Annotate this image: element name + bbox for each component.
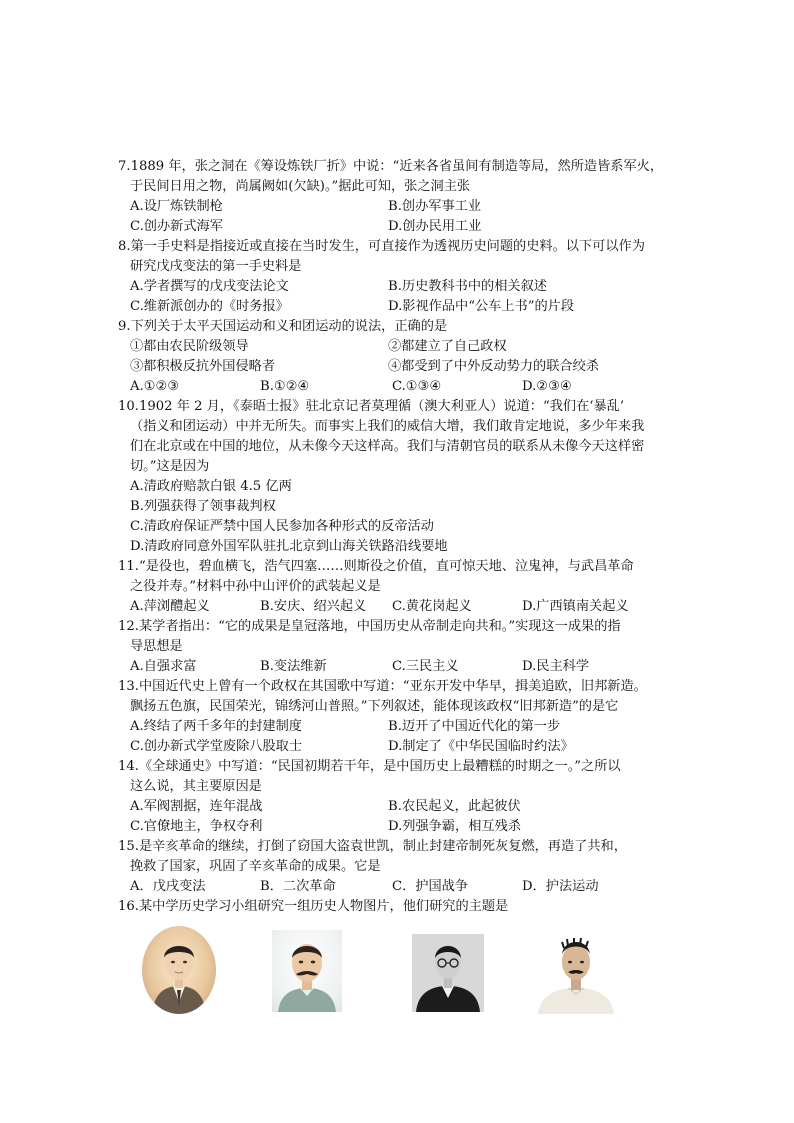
- question-8: [118, 237, 688, 317]
- statement-4: ④都受到了中外反动势力的联合绞杀: [388, 359, 599, 374]
- option-b: B.迈开了中国近代化的第一步: [388, 719, 561, 734]
- question-15: [118, 837, 688, 897]
- question-16-stem-1: 16.某中学历史学习小组研究一组历史人物图片，他们研究的主题是: [118, 899, 509, 914]
- question-11-stem-1: 11.“是役也，碧血横飞，浩气四塞……则斯役之价值，直可惊天地、泣鬼神，与武昌革命: [118, 559, 634, 574]
- option-c: C.维新派创办的《时务报》: [130, 299, 289, 314]
- option-b: B．二次革命: [260, 879, 336, 894]
- question-14-stem-2: 这么说，其主要原因是: [130, 779, 262, 794]
- question-7-stem-2: 于民间日用之物，尚属阙如(欠缺)。”据此可知，张之洞主张: [130, 179, 471, 194]
- option-a: A.自强求富: [130, 659, 197, 674]
- statement-3: ③都积极反抗外国侵略者: [130, 359, 276, 374]
- option-b: B.①②④: [260, 379, 310, 394]
- option-c: C.黄花岗起义: [392, 599, 472, 614]
- option-c: C.清政府保证严禁中国人民参加各种形式的反帝活动: [130, 519, 434, 534]
- option-b: B.安庆、绍兴起义: [260, 599, 367, 614]
- question-14-stem-1: 14.《全球通史》中写道：“民国初期若干年，是中国历史上最糟糕的时期之一。”之所以: [118, 759, 621, 774]
- question-9: [118, 317, 688, 397]
- question-15-stem-2: 挽救了国家，巩固了辛亥革命的成果。它是: [130, 859, 381, 874]
- option-a: A.学者撰写的戊戌变法论文: [130, 279, 289, 294]
- question-10-stem-2: （指义和团运动）中并无所失。而事实上我们的威信大增，我们敢肯定地说，多少年来我: [130, 419, 645, 434]
- option-c: C.创办新式海军: [130, 219, 223, 234]
- question-10-stem-4: 切。”这是因为: [130, 459, 210, 474]
- question-12-stem-1: 12.某学者指出：“它的成果是皇冠落地，中国历史从帝制走向共和。”实现这一成果的指: [118, 619, 621, 634]
- option-c: C.创办新式学堂废除八股取士: [130, 739, 303, 754]
- question-12: [118, 617, 688, 677]
- option-b: B.创办军事工业: [388, 199, 482, 214]
- question-11-stem-2: 之役并寿。”材料中孙中山评价的武装起义是: [130, 579, 381, 594]
- option-b: B.农民起义，此起彼伏: [388, 799, 521, 814]
- question-10-stem-1: 10.1902 年 2 月，《泰晤士报》驻北京记者莫理循（澳大利亚人）说道：“我们在‘暴乱’: [118, 399, 625, 414]
- option-c: C.官僚地主，争权夺利: [130, 819, 263, 834]
- option-b: B.变法维新: [260, 659, 327, 674]
- option-d: D.列强争霸，相互残杀: [388, 819, 521, 834]
- question-8-stem-1: 8.第一手史料是指接近或直接在当时发生，可直接作为透视历史问题的史料。以下可以作为: [118, 239, 645, 254]
- portrait-row: [0, 926, 794, 1016]
- question-12-stem-2: 导思想是: [130, 639, 183, 654]
- option-d: D．护法运动: [522, 879, 599, 894]
- question-10: [118, 397, 688, 557]
- option-a: A.清政府赔款白银 4.5 亿两: [130, 479, 292, 494]
- question-16: [118, 897, 688, 917]
- portrait-photo-3: [412, 934, 484, 1012]
- option-c: C.①③④: [392, 379, 442, 394]
- option-d: D.民主科学: [522, 659, 590, 674]
- question-14: [118, 757, 688, 837]
- portrait-photo-4: [532, 934, 620, 1014]
- question-8-stem-2: 研究戊戌变法的第一手史料是: [130, 259, 302, 274]
- option-d: D.制定了《中华民国临时约法》: [388, 739, 574, 754]
- option-a: A.①②③: [130, 379, 180, 394]
- option-d: D.清政府同意外国军队驻扎北京到山海关铁路沿线要地: [130, 539, 448, 554]
- questions: [118, 157, 688, 917]
- question-10-stem-3: 们在北京或在中国的地位，从未像今天这样高。我们与清朝官员的联系从未像今天这样密: [130, 439, 645, 454]
- option-d: D.创办民用工业: [388, 219, 482, 234]
- option-a: A.终结了两千多年的封建制度: [130, 719, 302, 734]
- option-b: B.历史教科书中的相关叙述: [388, 279, 547, 294]
- option-a: A．戊戌变法: [130, 879, 206, 894]
- option-d: D.广西镇南关起义: [522, 599, 629, 614]
- statement-1: ①都由农民阶级领导: [130, 339, 249, 354]
- question-13-stem-1: 13.中国近代史上曾有一个政权在其国歌中写道：“亚东开发中华早，揖美追欧，旧邦新造。: [118, 679, 647, 694]
- question-13-stem-2: 飘扬五色旗，民国荣光，锦绣河山普照。”下列叙述，能体现该政权“旧邦新造”的是它: [130, 699, 619, 714]
- option-a: A.设厂炼铁制枪: [130, 199, 223, 214]
- option-c: C.三民主义: [392, 659, 459, 674]
- option-d: D.②③④: [522, 379, 572, 394]
- statement-2: ②都建立了自己政权: [388, 339, 507, 354]
- question-9-stem-1: 9.下列关于太平天国运动和义和团运动的说法，正确的是: [118, 319, 448, 334]
- option-b: B.列强获得了领事裁判权: [130, 499, 276, 514]
- question-7-stem-1: 7.1889 年，张之洞在《筹设炼铁厂折》中说：“近来各省虽间有制造等局，然所造皆系军火，: [118, 159, 664, 174]
- question-13: [118, 677, 688, 757]
- portrait-photo-2: [272, 930, 342, 1012]
- question-7: [118, 157, 688, 237]
- question-15-stem-1: 15.是辛亥革命的继续，打倒了窃国大盗袁世凯，制止封建帝制死灰复燃，再造了共和，: [118, 839, 627, 854]
- option-c: C．护国战争: [392, 879, 469, 894]
- option-d: D.影视作品中“公车上书”的片段: [388, 299, 575, 314]
- option-a: A.萍浏醴起义: [130, 599, 210, 614]
- portrait-photo-1: [142, 926, 216, 1014]
- option-a: A.军阀割据，连年混战: [130, 799, 263, 814]
- question-11: [118, 557, 688, 617]
